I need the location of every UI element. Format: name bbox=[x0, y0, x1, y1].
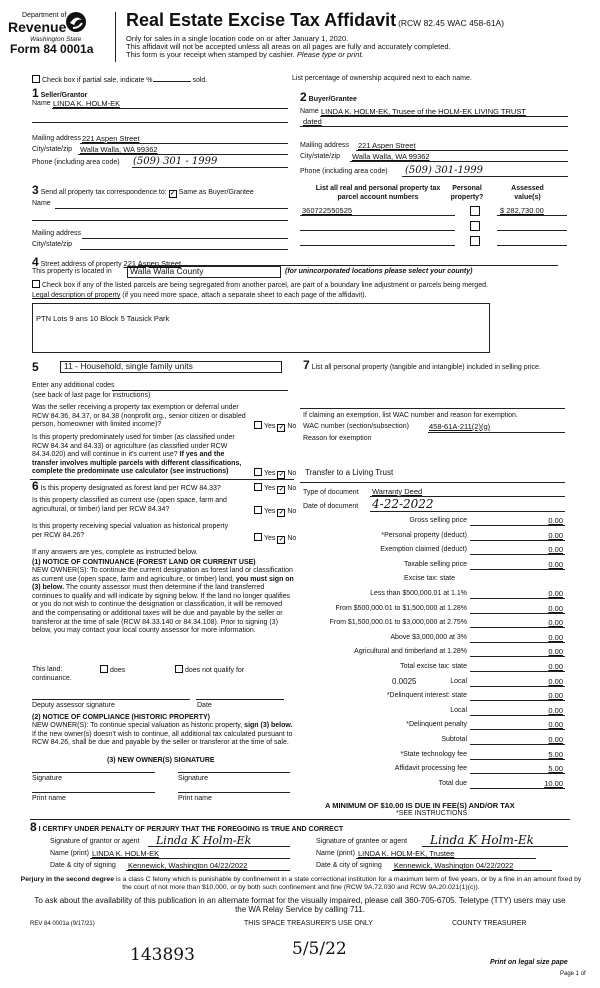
assessed-line bbox=[497, 230, 567, 231]
tax-label: *Delinquent interest: state bbox=[386, 692, 467, 700]
owner-print-name-field[interactable] bbox=[178, 792, 290, 793]
divider bbox=[422, 846, 568, 847]
tax-value[interactable]: 0.00 bbox=[548, 647, 563, 657]
county-note: (for unincorporated locations please select your county) bbox=[285, 268, 473, 275]
divider bbox=[356, 150, 568, 151]
divider bbox=[126, 870, 290, 871]
tax-row bbox=[300, 546, 565, 558]
buyer-heading: 2 Buyer/Grantee bbox=[300, 90, 357, 104]
tax-value[interactable]: 0.00 bbox=[548, 603, 563, 613]
personal-col-header: Personal property? bbox=[450, 185, 484, 201]
tax-row bbox=[300, 517, 565, 529]
tax-label: *Delinquent penalty bbox=[406, 721, 467, 729]
section5-number: 5 bbox=[32, 360, 39, 374]
wac-field[interactable]: 458-61A-211(2)(g) bbox=[429, 422, 491, 431]
county-select[interactable]: Walla Walla County bbox=[127, 266, 281, 278]
forest-question: 6 Is this property designated as forest land per RCW 84.33? bbox=[32, 479, 221, 493]
personal-property-checkbox[interactable] bbox=[470, 206, 480, 216]
wac-label: WAC number (section/subsection) bbox=[303, 423, 409, 430]
tax-value[interactable]: 0.00 bbox=[548, 662, 563, 671]
new-owner-signature-title: (3) NEW OWNER(S) SIGNATURE bbox=[107, 757, 215, 764]
grantee-sig-label: Signature of grantee or agent bbox=[316, 838, 408, 845]
segregated-checkbox[interactable] bbox=[32, 280, 40, 288]
grantor-date-label: Date & city of signing bbox=[50, 862, 116, 869]
corr-city-field[interactable] bbox=[80, 249, 288, 250]
tax-row bbox=[300, 663, 565, 675]
no-checkbox[interactable]: ✓ bbox=[278, 425, 284, 431]
signature-label: Signature bbox=[32, 775, 62, 782]
tax-label: Local bbox=[450, 677, 467, 685]
divider bbox=[300, 482, 565, 483]
tax-value[interactable]: 5.00 bbox=[548, 749, 563, 759]
receipt-number: 143893 bbox=[130, 945, 195, 965]
tax-row bbox=[300, 678, 565, 690]
tax-row bbox=[300, 765, 565, 777]
tax-line bbox=[470, 700, 565, 701]
q2-answer: Yes ✓ No bbox=[254, 468, 296, 479]
notice-compliance-title: (2) NOTICE OF COMPLIANCE (HISTORIC PROPERTY) bbox=[32, 714, 210, 721]
print-name-label: Print name bbox=[178, 795, 212, 802]
tax-label: Exemption claimed (deduct) bbox=[380, 546, 467, 554]
tax-label: Taxable selling price bbox=[403, 560, 467, 568]
doc-date-field[interactable]: 4-22-2022 bbox=[372, 497, 434, 511]
yes-checkbox[interactable] bbox=[254, 483, 262, 491]
tax-line bbox=[470, 569, 565, 570]
tax-label: Local bbox=[450, 706, 467, 714]
does-not-checkbox[interactable] bbox=[175, 665, 183, 673]
assessed-col-header: Assessed value(s) bbox=[511, 185, 544, 201]
seller-name-field[interactable]: LINDA K. HOLM-EK bbox=[53, 99, 121, 108]
tax-line bbox=[470, 598, 565, 599]
header-line-1: Only for sales in a single location code on or after January 1, 2020. bbox=[126, 34, 349, 43]
seller-mailing-field[interactable]: 221 Aspen Street bbox=[82, 134, 140, 143]
header-line-3: This form is your receipt when stamped by cashier. Please type or print. bbox=[126, 50, 364, 59]
located-label: This property is located in bbox=[32, 268, 112, 275]
header-divider bbox=[115, 12, 116, 62]
tax-value[interactable]: 0.00 bbox=[548, 720, 563, 730]
tax-row bbox=[300, 780, 565, 792]
divider bbox=[370, 511, 565, 512]
grantor-name-field[interactable]: LINDA K. HOLM-EK bbox=[92, 849, 160, 858]
divider bbox=[428, 432, 565, 433]
tax-value[interactable]: 0.00 bbox=[548, 530, 563, 540]
tax-value[interactable]: 0.00 bbox=[548, 545, 563, 555]
divider bbox=[90, 858, 290, 859]
no-checkbox[interactable]: ✓ bbox=[278, 510, 284, 516]
does-checkbox[interactable] bbox=[100, 665, 108, 673]
parcel-number-field[interactable]: 360722550525 bbox=[302, 206, 353, 215]
treasurer-use-label: THIS SPACE TREASURER'S USE ONLY bbox=[244, 920, 373, 927]
header-line-2: This affidavit will not be accepted unless all areas on all pages are fully and accurately completed. bbox=[126, 42, 451, 51]
no-checkbox[interactable]: ✓ bbox=[278, 472, 284, 478]
grantor-sig-label: Signature of grantor or agent bbox=[50, 838, 140, 845]
logo-state: Washington State bbox=[30, 36, 82, 43]
land-label: This land: continuance. bbox=[32, 666, 72, 682]
deputy-signature-field[interactable] bbox=[32, 699, 190, 700]
grantor-date-field[interactable]: Kennewick, Washington 04/22/2022 bbox=[128, 861, 248, 870]
seller-phone-label: Phone (including area code) bbox=[32, 159, 120, 166]
page-title: Real Estate Excise Tax Affidavit (RCW 82.45 WAC 458-61A) bbox=[126, 10, 505, 30]
tax-line bbox=[470, 525, 565, 526]
divider bbox=[402, 176, 568, 177]
tax-label: Gross selling price bbox=[409, 517, 467, 524]
see-instructions: *SEE INSTRUCTIONS bbox=[396, 810, 468, 817]
buyer-name-field[interactable]: LINDA K. HOLM-EK, Trusee of the HOLM-EK LIVING TRUST bbox=[321, 107, 526, 116]
tax-line bbox=[470, 686, 565, 687]
grantee-name-label: Name (print) bbox=[316, 850, 355, 857]
form-number: Form 84 0001a bbox=[10, 42, 94, 56]
parcel-line bbox=[300, 230, 455, 231]
tax-label: Less than $500,000.01 at 1.1% bbox=[370, 590, 467, 597]
revenue-swoosh-logo-icon bbox=[65, 11, 87, 33]
notice-continuance-title: (1) NOTICE OF CONTINUANCE (FOREST LAND OR CURRENT USE) bbox=[32, 559, 256, 566]
tax-value[interactable]: 0.00 bbox=[548, 632, 563, 642]
receipt-date: 5/5/22 bbox=[292, 939, 347, 959]
tax-label: Total excise tax: state bbox=[400, 663, 467, 670]
seller-mailing-label: Mailing address bbox=[32, 135, 82, 142]
partial-sale: Check box if partial sale, indicate % sold. bbox=[32, 75, 207, 84]
accessibility-notice: To ask about the availability of this publication in an alternate format for the visually impaired, please call 360-705-6705. Teletype (TTY) users may use the WA Relay Service by calling 711. bbox=[34, 896, 566, 914]
tax-line bbox=[470, 744, 565, 745]
q1-answer: Yes ✓ No bbox=[254, 421, 296, 432]
seller-heading: 1 Seller/Grantor bbox=[32, 86, 88, 100]
county-treasurer-label: COUNTY TREASURER bbox=[452, 920, 527, 927]
tax-line bbox=[470, 656, 565, 657]
divider bbox=[52, 108, 288, 109]
tax-label: Affidavit processing fee bbox=[394, 765, 467, 773]
divider bbox=[132, 167, 288, 168]
tax-value[interactable]: 10.00 bbox=[544, 778, 563, 788]
divider bbox=[350, 161, 568, 162]
does-not-option: does not qualify for bbox=[175, 665, 244, 674]
tax-label: From $500,000.01 to $1,500,000 at 1.28% bbox=[335, 604, 467, 612]
tax-label: Excise tax: state bbox=[404, 575, 455, 583]
grantee-signature[interactable]: Linda K Holm-Ek bbox=[430, 833, 534, 847]
print-name-label: Print name bbox=[32, 795, 66, 802]
owner-signature-field[interactable] bbox=[32, 772, 155, 773]
divider bbox=[30, 479, 294, 480]
yes-checkbox[interactable] bbox=[254, 506, 262, 514]
assessed-line bbox=[497, 215, 567, 216]
tax-value[interactable]: 0.00 bbox=[548, 735, 563, 744]
grantor-signature[interactable]: Linda K Holm-Ek bbox=[156, 834, 252, 847]
historic-question: Is this property receiving special valuation as historical property per RCW 84.26? bbox=[32, 523, 229, 539]
tax-row bbox=[300, 590, 565, 602]
tax-line bbox=[470, 715, 565, 716]
revision: REV 84 0001a (9/17/21) bbox=[30, 921, 95, 927]
tax-row bbox=[300, 707, 565, 719]
assessed-line bbox=[497, 245, 567, 246]
tax-line bbox=[470, 773, 565, 774]
reason-field[interactable]: Transfer to a Living Trust bbox=[305, 468, 394, 477]
yes-checkbox[interactable] bbox=[254, 468, 262, 476]
tax-line bbox=[470, 540, 565, 541]
tax-value[interactable]: 5.00 bbox=[548, 764, 563, 774]
minimum-due-note: A MINIMUM OF $10.00 IS DUE IN FEE(S) AND/OR TAX bbox=[325, 801, 515, 810]
tax-value[interactable]: 0.00 bbox=[548, 691, 563, 701]
grantee-name-field[interactable]: LINDA K. HOLM-EK, Trustee bbox=[358, 849, 455, 858]
legal-description-field[interactable]: PTN Lots 9 ans 10 Block 5 Tausick Park bbox=[32, 303, 490, 353]
tax-row bbox=[300, 736, 565, 748]
ownership-note: List percentage of ownership acquired next to each name. bbox=[292, 75, 472, 82]
yes-checkbox[interactable] bbox=[254, 533, 262, 541]
print-note: Print on legal size pape bbox=[490, 959, 568, 966]
tax-line bbox=[470, 627, 565, 628]
deputy-date-field[interactable] bbox=[196, 699, 284, 700]
parcel-col-header: List all real and personal property tax parcel account numbers bbox=[315, 185, 441, 201]
tax-label: *State technology fee bbox=[400, 750, 467, 758]
tax-row bbox=[300, 692, 565, 704]
local-rate: 0.0025 bbox=[392, 677, 417, 686]
tax-row bbox=[300, 648, 565, 660]
current-use-question: Is this property classified as current use (open space, farm and agricultural, or timber) land per RCW 84.34? bbox=[32, 497, 227, 513]
no-checkbox[interactable]: ✓ bbox=[278, 487, 284, 493]
doc-type-field[interactable]: Warranty Deed bbox=[372, 487, 423, 496]
timber-question: Is this property predominately used for timber (as classified under RCW 84.34 and 84.33) or agriculture (as classified under RCW 84.34.020) and will continue in it's current use? If yes and the transfer involves multiple parcels with different classifications, complete the predominate use calculator (see instructions) bbox=[32, 434, 242, 476]
notice-continuance-text: NEW OWNER(S): To continue the current designation as forest land or classification as current use (open space, farm and agriculture, or timber) land, you must sign on (3) below. The county assessor must then determine if the land transferred continues to qualify and will indicate by signing below. If the land no longer qualifies or you do not wish to continue the designation or classification, it will be removed and the compensating or additional taxes will be due and payable by the seller or transferor at the time of sale (RCW 84.33.140 or 84.34.108). Prior to signing (3) below, you may contact your local county assessor for more information. bbox=[32, 567, 294, 635]
divider bbox=[300, 126, 568, 127]
tax-label: Subtotal bbox=[441, 736, 467, 743]
tax-value[interactable]: 0.00 bbox=[548, 589, 563, 598]
personal-property-checkbox[interactable] bbox=[470, 221, 480, 231]
additional-codes-note: (see back of last page for instructions) bbox=[32, 392, 151, 399]
owner-signature-field[interactable] bbox=[178, 772, 290, 773]
seller-city-label: City/state/zip bbox=[32, 146, 73, 153]
corr-mailing-label: Mailing address bbox=[32, 230, 82, 237]
tax-value[interactable]: 0.00 bbox=[548, 559, 563, 569]
tax-row bbox=[300, 619, 565, 631]
divider bbox=[320, 116, 568, 117]
deputy-date-label: Date bbox=[197, 702, 212, 709]
tax-value[interactable]: 0.00 bbox=[548, 676, 563, 686]
tax-line bbox=[470, 671, 565, 672]
divider bbox=[30, 819, 570, 820]
buyer-phone-field[interactable]: (509) 301-1999 bbox=[405, 165, 483, 176]
tax-label: Above $3,000,000 at 3% bbox=[390, 633, 467, 641]
corr-name-line2[interactable] bbox=[32, 220, 288, 221]
logo-name: Revenue bbox=[8, 19, 67, 35]
buyer-name-label: Name bbox=[300, 108, 319, 115]
personal-property-field[interactable] bbox=[300, 408, 565, 409]
corr-name-field[interactable] bbox=[55, 208, 288, 209]
tax-row bbox=[300, 532, 565, 544]
page-number: Page 1 of bbox=[560, 971, 586, 977]
additional-codes-label: Enter any additional codes bbox=[32, 382, 115, 389]
additional-codes-field[interactable] bbox=[112, 390, 288, 391]
q4-answer: Yes ✓ No bbox=[254, 506, 296, 517]
doc-date-label: Date of document bbox=[303, 503, 359, 510]
corr-mailing-field[interactable] bbox=[82, 238, 288, 239]
tax-row bbox=[300, 561, 565, 573]
yes-checkbox[interactable] bbox=[254, 421, 262, 429]
certify-heading: 8 I CERTIFY UNDER PENALTY OF PERJURY THAT THE FOREGOING IS TRUE AND CORRECT bbox=[30, 820, 344, 834]
tax-row bbox=[300, 721, 565, 733]
corr-name-label: Name bbox=[32, 200, 51, 207]
tax-line bbox=[470, 729, 565, 730]
doc-type-label: Type of document bbox=[303, 489, 359, 496]
tax-line bbox=[470, 759, 565, 760]
segregated-row: Check box if any of the listed parcels are being segregated from another parcel, are part of a boundary line adjustment or parcels being merged. bbox=[32, 280, 488, 289]
buyer-name-line2[interactable]: dated bbox=[303, 117, 322, 126]
tax-value[interactable]: 0.00 bbox=[548, 705, 563, 715]
divider bbox=[392, 870, 552, 871]
corr-city-label: City/state/zip bbox=[32, 241, 73, 248]
assessed-value-field[interactable]: $ 282,730.00 bbox=[500, 206, 544, 215]
exemption-question: Was the seller receiving a property tax exemption or deferral under RCW 84.36, 84.37, or 84.38 (nonprofit org., senior citizen or disabled person, homeowner with limited income)? bbox=[32, 404, 246, 429]
buyer-phone-label: Phone (including area code) bbox=[300, 168, 388, 175]
seller-phone-field[interactable]: (509) 301 - 1999 bbox=[133, 156, 218, 167]
tax-line bbox=[470, 554, 565, 555]
tax-value[interactable]: 0.00 bbox=[548, 618, 563, 628]
tax-row bbox=[300, 751, 565, 763]
q3-answer: Yes ✓ No bbox=[254, 483, 296, 494]
logo-dept: Department of bbox=[22, 12, 67, 19]
buyer-mailing-label: Mailing address bbox=[300, 142, 350, 149]
legal-label: Legal description of property (if you need more space, attach a separate sheet to each page of the affidavit). bbox=[32, 292, 367, 299]
divider bbox=[80, 143, 288, 144]
correspondence-heading: 3 Send all property tax correspondence to: ✓ Same as Buyer/Grantee bbox=[32, 183, 254, 197]
grantee-date-field[interactable]: Kennewick, Washington 04/22/2022 bbox=[394, 861, 514, 870]
same-as-buyer-checkbox[interactable]: ✓ bbox=[170, 191, 176, 197]
grantee-date-label: Date & city of signing bbox=[316, 862, 382, 869]
tax-label: From $1,500,000.01 to $3,000,000 at 2.75% bbox=[329, 619, 467, 627]
tax-line bbox=[470, 613, 565, 614]
grantor-name-label: Name (print) bbox=[50, 850, 89, 857]
parcel-line bbox=[300, 245, 455, 246]
q5-answer: Yes ✓ No bbox=[254, 533, 296, 544]
tax-line bbox=[470, 642, 565, 643]
owner-print-name-field[interactable] bbox=[32, 792, 155, 793]
tax-row bbox=[300, 575, 565, 587]
street-address-field[interactable]: 221 Aspen Street bbox=[123, 259, 182, 268]
deputy-signature-label: Deputy assessor signature bbox=[32, 702, 115, 709]
divider bbox=[148, 846, 290, 847]
signature-label: Signature bbox=[178, 775, 208, 782]
seller-name-label: Name bbox=[32, 100, 51, 107]
exemption-label: If claiming an exemption, list WAC number and reason for exemption. bbox=[303, 412, 518, 419]
seller-name-line2 bbox=[32, 122, 288, 123]
reason-label: Reason for exemption bbox=[303, 435, 372, 442]
parcel-line bbox=[300, 215, 455, 216]
use-code-select[interactable]: 11 - Household, single family units bbox=[60, 361, 282, 373]
no-checkbox[interactable]: ✓ bbox=[278, 537, 284, 543]
answers-instruction: If any answers are yes, complete as instructed below. bbox=[32, 549, 198, 556]
buyer-mailing-field[interactable]: 221 Aspen Street bbox=[358, 141, 416, 150]
personal-property-checkbox[interactable] bbox=[470, 236, 480, 246]
tax-row bbox=[300, 634, 565, 646]
divider bbox=[78, 154, 288, 155]
tax-value[interactable]: 0.00 bbox=[548, 516, 563, 525]
perjury-notice: Perjury in the second degree is a class C felony which is punishable by confinement in a state correctional institution for a maximum term of five years, or by a fine in an amount fixed by the court of not more than $10,000, or by both such confinement and fine (RCW 9A.72.030 and RCW 9A.20.021(1)(c)). bbox=[20, 876, 582, 891]
tax-label: Agricultural and timberland at 1.28% bbox=[354, 648, 467, 656]
buyer-city-label: City/state/zip bbox=[300, 153, 341, 160]
does-option: does bbox=[100, 665, 125, 674]
tax-label: Total due bbox=[438, 779, 467, 787]
partial-sale-checkbox[interactable] bbox=[32, 75, 40, 83]
seller-city-field[interactable]: Walla Walla, WA 99362 bbox=[80, 145, 158, 154]
notice-compliance-text: NEW OWNER(S): To continue special valuation as historic property, sign (3) below. If the new owner(s) doesn't wish to continue, all additional tax calculated pursuant to RCW 84.26, shall be due and payable by the seller or transferor at the time of sale. bbox=[32, 722, 293, 747]
personal-property-label: 7 List all personal property (tangible and intangible) included in selling price. bbox=[303, 358, 541, 372]
tax-label: *Personal property (deduct) bbox=[381, 531, 467, 539]
divider bbox=[356, 858, 536, 859]
tax-row bbox=[300, 605, 565, 617]
tax-line bbox=[470, 788, 565, 789]
street-address-row: 4 Street address of property 221 Aspen Street bbox=[32, 255, 182, 269]
buyer-city-field[interactable]: Walla Walla, WA 99362 bbox=[352, 152, 430, 161]
